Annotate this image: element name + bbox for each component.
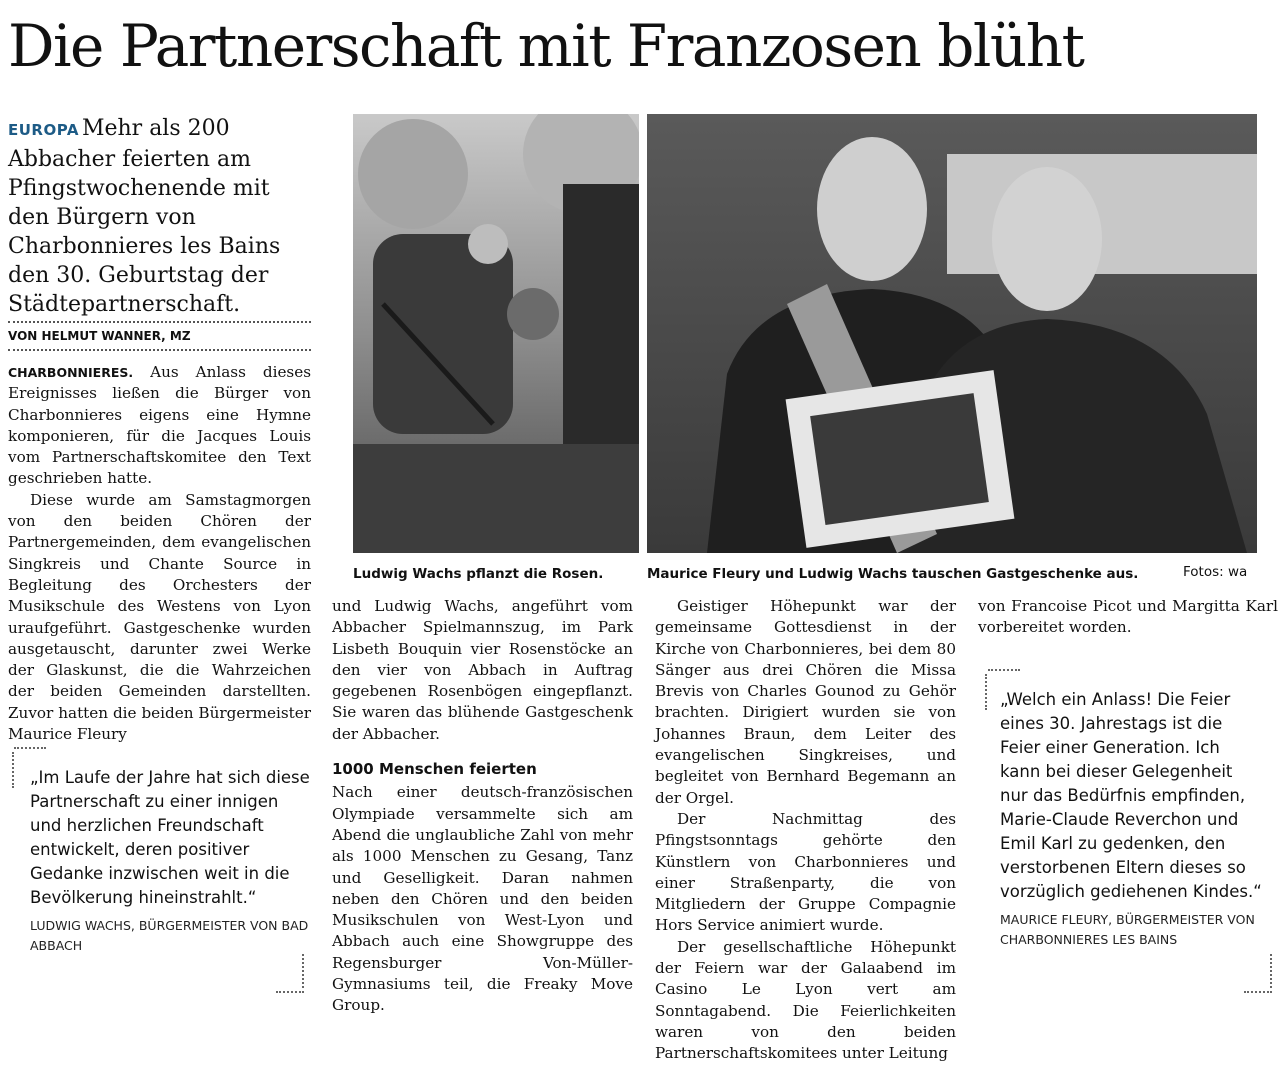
dateline: CHARBONNIERES.	[8, 365, 134, 380]
byline-divider	[8, 349, 311, 351]
article-paragraph	[655, 809, 956, 937]
quote-text: „Im Laufe der Jahre hat sich diese Partnerschaft zu einer innigen und herzlichen Freundschaft entwickelt, deren positiver Gedanke inzwischen weit in die Bevölkerung hineinstrahlt.“	[30, 768, 310, 907]
paragraph-text: Geistiger Höhepunkt war der gemeinsame Gottesdienst in der Kirche von Charbonnieres, bei dem 80 Sänger aus drei Chören die Missa Brevis von Charles Gounod zu Gehör brachten. Dirigiert wurden sie von Johannes Braun, dem Leiter des evangelischen Singkreises, und begleitet von Bernhard Begemann an der Orgel.	[655, 597, 956, 807]
article-paragraph	[8, 362, 311, 490]
quote-source: LUDWIG WACHS, BÜRGERMEISTER VON BAD ABBACH	[30, 918, 309, 953]
pull-quote-1	[30, 766, 310, 956]
article-paragraph	[655, 937, 956, 1065]
subheading: 1000 Menschen feierten	[332, 760, 537, 779]
quote-decoration	[14, 747, 46, 749]
article-paragraph	[655, 596, 956, 809]
photo-placeholder	[647, 114, 1257, 553]
photo-credit: Fotos: wa	[1183, 564, 1248, 580]
paragraph-text: Diese wurde am Samstagmorgen von den beiden Chören der Partnergemeinden, dem evangelischen Singkreis und Chante Source in Begleitung des Orchesters der Musikschule des Westens von Lyon uraufgeführt. Gastgeschenke wurden ausgetauscht, darunter zwei Werke der Glaskunst, die die Wahrzeichen der beiden Gemeinden darstellten. Zuvor hatten die beiden Bürgermeister Maurice Fleury	[8, 490, 311, 744]
article-column-4	[978, 596, 1278, 639]
article-paragraph	[332, 596, 633, 745]
photo-placeholder	[353, 114, 639, 553]
article-paragraph	[978, 596, 1278, 639]
quote-decoration	[302, 954, 304, 988]
paragraph-text: Aus Anlass dieses Ereignisses ließen die Bürger von Charbonnieres eigens eine Hymne komponieren, für die Jacques Louis vom Partnerschaftskomitee den Text geschrieben hatte.	[8, 363, 312, 488]
quote-decoration	[985, 674, 987, 710]
quote-decoration	[988, 669, 1020, 671]
quote-decoration	[12, 752, 14, 788]
photo-caption-left: Ludwig Wachs pflanzt die Rosen.	[353, 566, 604, 582]
photo-gift-exchange	[647, 114, 1257, 553]
pull-quote-2	[1000, 688, 1265, 950]
paragraph-text: Nach einer deutsch-französischen Olympiade versammelte sich am Abend die unglaubliche Zahl von mehr als 1000 Menschen zu Gesang, Tanz und Geselligkeit. Daran nahmen neben den Chören und den beiden Musikschulen von West-Lyon und Abbach auch eine Showgruppe des Regensburger Von-Müller-Gymnasiums teil, die Freaky Move Group.	[332, 783, 633, 1015]
paragraph-text: und Ludwig Wachs, angeführt vom Abbacher Spielmannszug, im Park Lisbeth Bouquin vier Rosenstöcke an den vier von Abbach in Auftrag gegebenen Rosenbögen eingepflanzt. Sie waren das blühende Gastgeschenk der Abbacher.	[332, 597, 633, 743]
paragraph-text: von Francoise Picot und Margitta Karl vorbereitet worden.	[978, 597, 1278, 637]
byline: VON HELMUT WANNER, MZ	[8, 321, 311, 343]
photo-planting-roses	[353, 114, 639, 553]
quote-decoration	[1244, 991, 1272, 993]
quote-source: MAURICE FLEURY, BÜRGERMEISTER VON CHARBONNIERES LES BAINS	[1000, 912, 1255, 947]
quote-decoration	[276, 991, 304, 993]
paragraph-text: Der gesellschaftliche Höhepunkt der Feiern war der Galaabend im Casino Le Lyon vert am Sonntagabend. Die Feierlichkeiten waren von den beiden Partnerschaftskomitees unter Leitung	[655, 937, 956, 1063]
article-paragraph	[332, 782, 633, 1016]
article-column-1	[8, 362, 311, 745]
quote-text: „Welch ein Anlass! Die Feier eines 30. Jahrestags ist die Feier einer Generation. Ich kann bei dieser Gelegenheit nur das Bedürfnis empfinden, Marie-Claude Reverchon und Emil Karl zu gedenken, den verstorbenen Eltern dieses so vorzüglich gediehenen Kindes.“	[1000, 690, 1262, 901]
section-kicker: EUROPA	[8, 121, 79, 139]
quote-decoration	[1270, 954, 1272, 988]
headline: Die Partnerschaft mit Franzosen blüht	[8, 12, 1084, 80]
lead-text: Mehr als 200 Abbacher feierten am Pfingstwochenende mit den Bürgern von Charbonnieres les Bains den 30. Geburtstag der Städtepartnerschaft.	[8, 116, 281, 317]
article-column-3	[655, 596, 956, 1065]
photo-caption-right: Maurice Fleury und Ludwig Wachs tauschen Gastgeschenke aus.	[647, 566, 1139, 582]
paragraph-text: Der Nachmittag des Pfingstsonntags gehörte den Künstlern von Charbonnieres und einer Straßenparty, die von Mitgliedern der Gruppe Compagnie Hors Service animiert wurde.	[655, 809, 956, 935]
article-column-2	[332, 596, 633, 1017]
article-paragraph	[8, 490, 311, 746]
lead-paragraph	[8, 114, 313, 319]
